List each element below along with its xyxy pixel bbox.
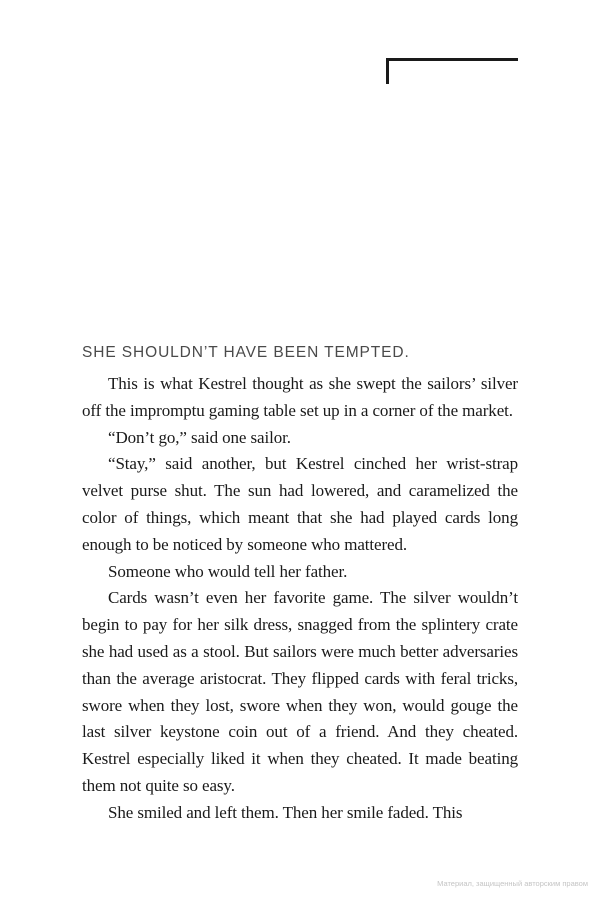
paragraph: This is what Kestrel thought as she swept the sailors’ silver off the impromptu gaming table set up in a corner of the market. — [82, 374, 518, 420]
paragraph: Cards wasn’t even her favorite game. The silver wouldn’t begin to pay for her silk dress, snagged from the splintery crate she had used as a stool. But sailors were much better adversaries than the average aristocrat. They flipped cards with feral tricks, swore when they lost, swore when they won, would gouge the last silver keystone coin out of a friend. And they cheated. Kestrel especially liked it when they cheated. It made beating them not quite so easy. — [82, 588, 518, 795]
copyright-watermark: Материал, защищенный авторским правом — [437, 879, 588, 888]
paragraph: “Stay,” said another, but Kestrel cinched her wrist-strap velvet purse shut. The sun had lowered, and caramelized the color of things, which meant that she had played cards long enough to be noticed by someone who mattered. — [82, 454, 518, 554]
paragraph: She smiled and left them. Then her smile faded. This — [108, 802, 463, 822]
paragraph: “Don’t go,” said one sailor. — [108, 427, 291, 447]
body-text — [82, 371, 518, 827]
chapter-opening-line: SHE SHOULDN’T HAVE BEEN TEMPTED. — [82, 344, 410, 361]
corner-bracket-ornament — [386, 58, 518, 84]
paragraph: Someone who would tell her father. — [108, 561, 348, 581]
